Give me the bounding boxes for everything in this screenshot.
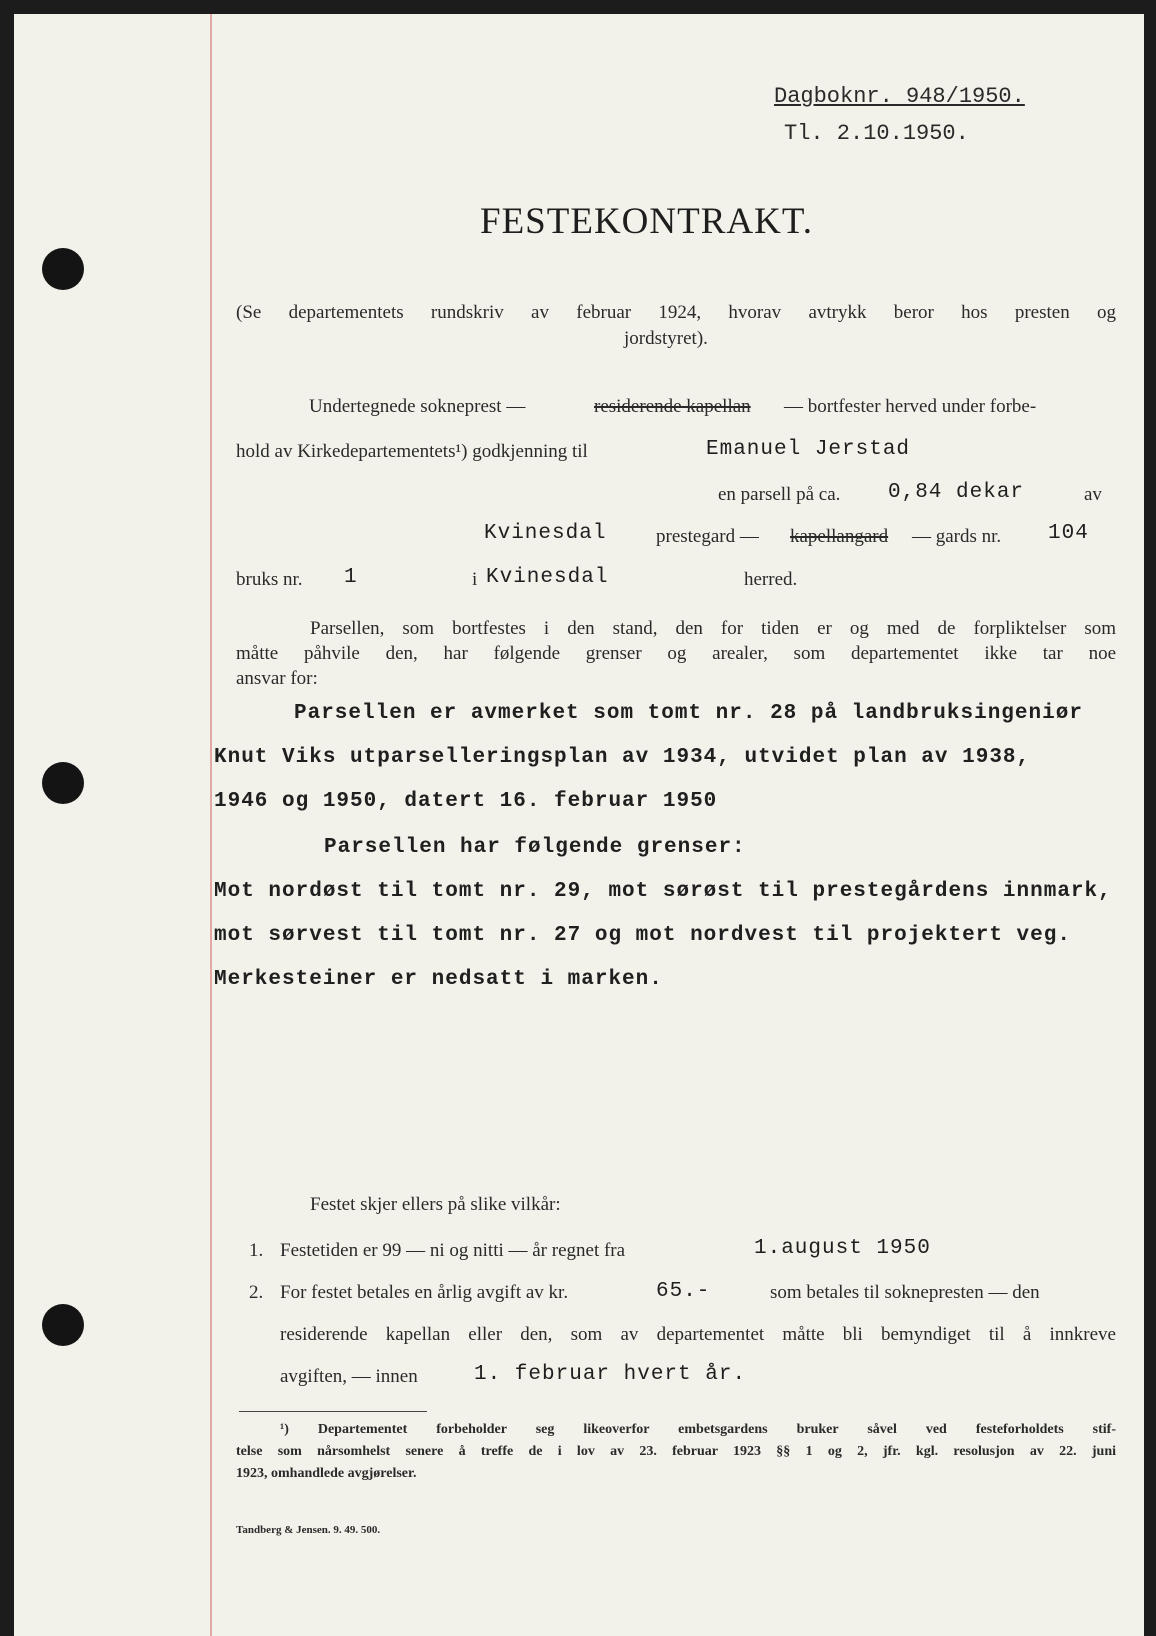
terms-intro: Festet skjer ellers på slike vilkår: (310, 1194, 561, 1215)
herred-name: Kvinesdal (486, 566, 609, 589)
term-text: som betales til soknepresten — den (770, 1282, 1040, 1303)
page-title: FESTEKONTRAKT. (480, 201, 813, 242)
typed-line: Parsellen er avmerket som tomt nr. 28 på landbruksingeniør (294, 702, 1083, 725)
form-text: — gards nr. (912, 526, 1002, 547)
body-line: ansvar for: (236, 668, 318, 689)
term-number: 2. (249, 1282, 264, 1303)
payment-deadline: 1. februar hvert år. (474, 1363, 747, 1386)
form-text: Undertegnede sokneprest — (309, 396, 526, 417)
typed-line: Mot nordøst til tomt nr. 29, mot sørøst til prestegårdens innmark, (214, 880, 1112, 903)
term-text: Festetiden er 99 — ni og nitti — år regnet fra (280, 1240, 626, 1261)
place-name: Kvinesdal (484, 522, 607, 545)
printer-imprint: Tandberg & Jensen. 9. 49. 500. (236, 1524, 381, 1536)
form-text: hold av Kirkedepartementets¹) godkjenning til (236, 441, 588, 462)
document-page (14, 14, 1144, 1636)
footnote-line: telse som nårsomhelst senere å treffe de i lov av 23. februar 1923 §§ 1 og 2, jfr. kgl. resolusjon av 22. juni (236, 1444, 1116, 1459)
footnote-line: ¹) Departementet forbeholder seg likeoverfor embetsgardens bruker såvel ved festeforholdets stif- (280, 1422, 1116, 1437)
form-text: i (472, 569, 478, 590)
term-text: residerende kapellan eller den, som av departementet måtte bli bemyndiget til å innkreve (280, 1324, 1116, 1345)
start-date: 1.august 1950 (754, 1237, 931, 1260)
form-text: en parsell på ca. (718, 484, 841, 505)
intro-line: jordstyret). (624, 328, 708, 349)
tl-date: Tl. 2.10.1950. (784, 121, 969, 146)
term-text: avgiften, — innen (280, 1366, 418, 1387)
typed-line: Merkesteiner er nedsatt i marken. (214, 968, 663, 991)
term-text: For festet betales en årlig avgift av kr. (280, 1282, 569, 1303)
term-number: 1. (249, 1240, 264, 1261)
margin-line (210, 14, 212, 1636)
footnote-line: 1923, omhandlede avgjørelser. (236, 1466, 417, 1481)
intro-line: (Se departementets rundskriv av februar 1924, hvorav avtrykk beror hos presten og (236, 302, 1116, 323)
punch-hole (42, 762, 84, 804)
typed-line: 1946 og 1950, datert 16. februar 1950 (214, 790, 718, 813)
typed-line: mot sørvest til tomt nr. 27 og mot nordvest til projektert veg. (214, 924, 1071, 947)
dagbok-number: Dagboknr. 948/1950. (774, 84, 1025, 109)
lessee-name: Emanuel Jerstad (706, 438, 911, 461)
typed-line: Parsellen har følgende grenser: (324, 836, 746, 859)
body-line: måtte påhvile den, har følgende grenser og arealer, som departementet ikke tar noe (236, 643, 1116, 664)
struck-text: residerende kapellan (594, 396, 751, 417)
form-text: prestegard — (656, 526, 759, 547)
parcel-area: 0,84 dekar (888, 481, 1025, 504)
gards-number: 104 (1048, 522, 1089, 545)
form-text: — bortfester herved under forbe- (784, 396, 1037, 417)
punch-hole (42, 1304, 84, 1346)
body-line: Parsellen, som bortfestes i den stand, den for tiden er og med de forpliktelser som (310, 618, 1116, 639)
form-text: herred. (744, 569, 798, 590)
punch-hole (42, 248, 84, 290)
footnote-rule (239, 1411, 427, 1412)
typed-line: Knut Viks utparselleringsplan av 1934, utvidet plan av 1938, (214, 746, 1031, 769)
fee-amount: 65.- (656, 1280, 711, 1303)
form-text: av (1084, 484, 1102, 505)
form-text: bruks nr. (236, 569, 303, 590)
bruks-number: 1 (344, 566, 358, 589)
struck-text: kapellangard (790, 526, 889, 547)
